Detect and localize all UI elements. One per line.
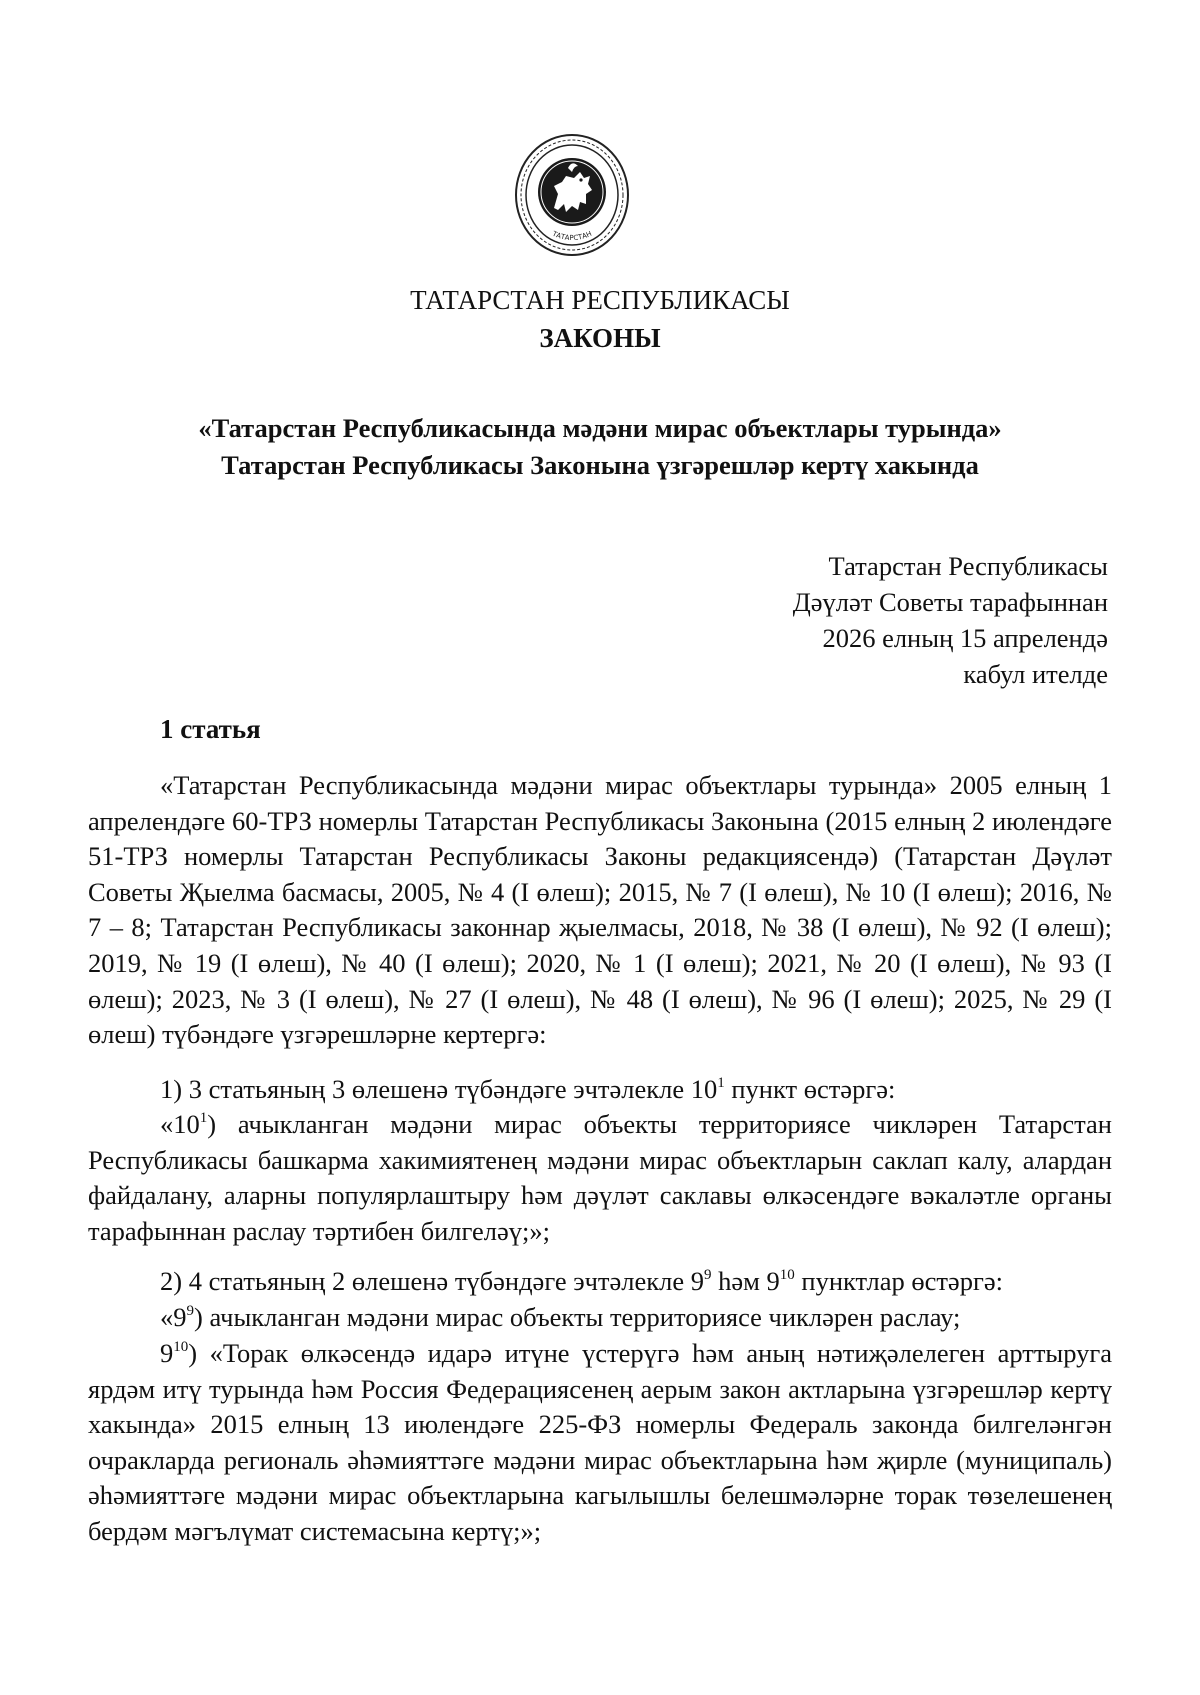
item-2-lead [88, 1264, 1112, 1300]
item-1-quoted-text [88, 1107, 1112, 1249]
item-2-subpoint-10 [88, 1336, 1112, 1550]
law-title-line-2: Татарстан Республикасы Законына үзгәрешләр кертү хакында [221, 450, 979, 480]
item-1-quote-superscript: 1 [199, 1110, 208, 1126]
subpoint-9-superscript: 9 [186, 1303, 194, 1319]
article-intro-paragraph: «Татарстан Республикасында мәдәни мирас объектлары турында» 2005 елның 1 апрелендәге 60-ТРЗ номерлы Татарстан Республикасы Законына (2015 елның 2 июлендәге 51-ТРЗ номерлы Татарстан Республикасы Законы редакциясендә) (Татарстан Дәүләт Советы Җыелма басмасы, 2005, № 4 (I өлеш); 2015, № 7 (I өлеш), № 10 (I өлеш); 2016, № 7 – 8; Татарстан Республикасы законнар җыелмасы, 2018, № 38 (I өлеш), № 92 (I өлеш); 2019, № 19 (I өлеш), № 40 (I өлеш); 2020, № 1 (I өлеш); 2021, № 20 (I өлеш), № 93 (I өлеш); 2023, № 3 (I өлеш), № 27 (I өлеш), № 48 (I өлеш), № 96 (I өлеш); 2025, № 29 (I өлеш) түбәндәге үзгәрешләрне кертергә: [88, 770, 1112, 1050]
adopted-by-line-3: 2026 елның 15 апрелендә [822, 623, 1108, 653]
item-2-lead-text: 2) 4 статьяның 2 өлешенә түбәндәге эчтәлекле 9 [160, 1266, 704, 1296]
adopted-by-line-4: кабул ителде [963, 659, 1108, 689]
adopted-by-line-2: Дәүләт Советы тарафыннан [792, 587, 1108, 617]
item-2-subpoint-9 [88, 1300, 1112, 1336]
subpoint-10-number: 9 [160, 1338, 174, 1368]
adopted-by-line-1: Татарстан Республикасы [828, 551, 1108, 581]
item-1-lead-text: 1) 3 статьяның 3 өлешенә түбәндәге эчтәлекле 10 [160, 1074, 718, 1104]
item-1-lead-tail: пункт өстәргә: [724, 1074, 896, 1104]
emblem-inscription: ТАТАРСТАН [551, 229, 593, 243]
item-1-lead-superscript: 1 [717, 1075, 725, 1091]
tatarstan-emblem-icon [514, 132, 630, 258]
header-country: ТАТАРСТАН РЕСПУБЛИКАСЫ [410, 285, 790, 315]
law-title-line-1: «Татарстан Республикасында мәдәни мирас объектлары турында» [198, 413, 1002, 443]
item-1-quote-number: «10 [160, 1109, 200, 1139]
item-1-lead [88, 1072, 1112, 1108]
subpoint-10-body: ) «Торак өлкәсендә идарә итүне үстерүгә һәм аның нәтиҗәлелеген арттыруга ярдәм итү турында һәм Россия Федерациясенең аерым закон актларына үзгәрешләр кертү хакында» 2015 елның 13 июлендәге 225-ФЗ номерлы Федераль законда билгеләнгән очракларда региональ әһәмияттәге мәдәни мирас объектларына һәм җирле (муниципаль) әһәмияттәге мәдәни мирас объектларына кагылышлы белешмәләрне торак төзелешенең бердәм мәгълүмат системасына кертү;»; [88, 1338, 1112, 1546]
item-2-lead-tail: пунктлар өстәргә: [794, 1266, 1003, 1296]
subpoint-9-number: «9 [160, 1302, 187, 1332]
item-2-lead-superscript-2: 10 [779, 1267, 795, 1283]
header-law: ЗАКОНЫ [539, 323, 661, 353]
article-heading: 1 статья [160, 714, 261, 744]
item-1-quote-body: ) ачыкланган мәдәни мирас объекты территориясе чикләрен Татарстан Республикасы башкарма хакимиятенең мәдәни мирас объектларын саклап калу, алардан файдалану, аларны популярлаштыру һәм дәүләт саклавы өлкәсендәге вәкаләтле органы тарафыннан раслау тәртибен билгеләү;»; [88, 1109, 1112, 1246]
subpoint-10-superscript: 10 [173, 1339, 189, 1355]
item-2-lead-middle: һәм 9 [711, 1266, 780, 1296]
item-2-lead-superscript-1: 9 [704, 1267, 712, 1283]
subpoint-9-body: ) ачыкланган мәдәни мирас объекты территориясе чикләрен раслау; [194, 1302, 961, 1332]
